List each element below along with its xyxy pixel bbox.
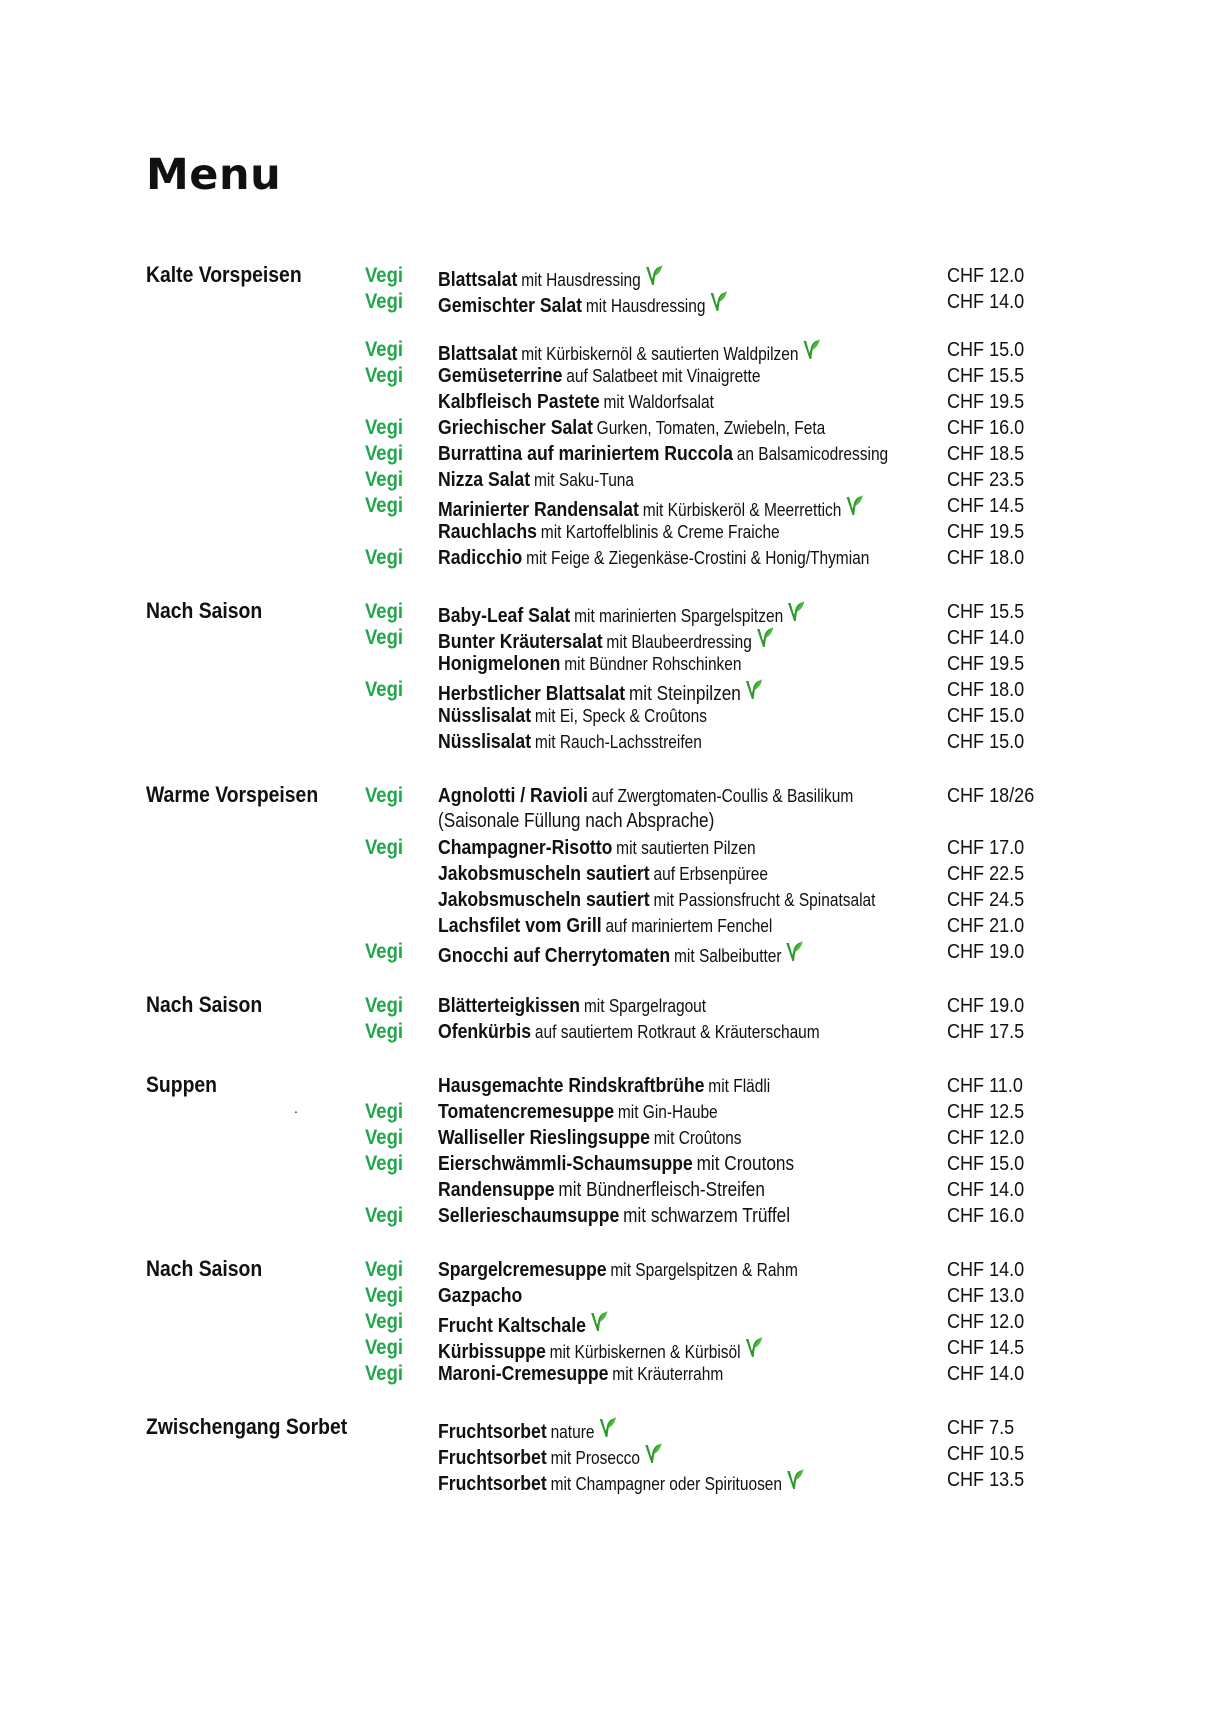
dish-description: mit Ei, Speck & Croûtons: [534, 706, 707, 726]
vegi-badge: Vegi: [365, 1020, 404, 1043]
dish-name: Tomatencremesuppe: [438, 1100, 615, 1123]
dish-text: [438, 1284, 522, 1308]
dish-description: mit Spargelspitzen & Rahm: [610, 1260, 798, 1280]
menu-item: [146, 1440, 1106, 1469]
dish-name: Jakobsmuscheln sautiert: [438, 888, 650, 911]
dish-price: CHF 21.0: [947, 914, 1025, 937]
vegi-badge: Vegi: [365, 994, 404, 1017]
dish-price: CHF 11.0: [947, 1074, 1023, 1097]
vegi-badge: Vegi: [365, 338, 404, 361]
dish-text: [438, 442, 888, 466]
dish-description: mit Croûtons: [653, 1128, 742, 1148]
dish-name: Blätterteigkissen: [438, 994, 581, 1017]
menu-item: [146, 1308, 1106, 1337]
dish-description: mit Steinpilzen: [628, 683, 741, 705]
dish-description: mit Bündner Rohschinken: [564, 654, 742, 674]
dish-text: [438, 1204, 790, 1228]
dish-name: Gazpacho: [438, 1284, 523, 1307]
dish-price: CHF 14.5: [947, 494, 1025, 517]
dish-price: CHF 17.0: [947, 836, 1025, 859]
dish-description: auf mariniertem Fenchel: [605, 916, 773, 936]
dish-text: [438, 1468, 804, 1496]
dish-name: Agnolotti / Ravioli: [438, 784, 588, 807]
menu-item: [146, 492, 1106, 521]
vegi-badge: Vegi: [365, 1284, 404, 1307]
dish-name: Rauchlachs: [438, 520, 537, 543]
dish-text: [438, 1178, 765, 1202]
dish-name: Baby-Leaf Salat: [438, 604, 571, 627]
menu-item: [146, 650, 1106, 676]
section-spacer: [146, 754, 1106, 782]
menu-item: [146, 1018, 1106, 1044]
category-label: Nach Saison: [146, 598, 263, 623]
dish-price: CHF 19.5: [947, 520, 1025, 543]
menu-item: [146, 886, 1106, 912]
category-label: Nach Saison: [146, 992, 263, 1017]
dish-description: auf Zwergtomaten-Coullis & Basilikum: [591, 786, 854, 806]
menu-item-note: [146, 808, 1106, 834]
dish-name: Burrattina auf mariniertem Ruccola: [438, 442, 733, 465]
section-spacer: [146, 1386, 1106, 1414]
vegi-badge: Vegi: [365, 1258, 404, 1281]
menu-item: [146, 1098, 1106, 1124]
section-spacer: [146, 570, 1106, 598]
dish-text: [438, 810, 714, 833]
dish-name: Kürbissuppe: [438, 1340, 546, 1363]
dish-price: CHF 12.0: [947, 1310, 1025, 1333]
menu-item: [146, 518, 1106, 544]
vegi-badge: Vegi: [365, 600, 404, 623]
dish-price: CHF 12.0: [947, 1126, 1025, 1149]
leaf-v-icon: [787, 600, 806, 624]
menu-item: [146, 440, 1106, 466]
dish-price: CHF 14.0: [947, 1362, 1025, 1385]
menu-item: [146, 1466, 1106, 1495]
menu-item: [146, 1334, 1106, 1363]
dish-price: CHF 19.0: [947, 940, 1025, 963]
dish-name: Blattsalat: [438, 342, 518, 365]
dish-description: mit Kräuterrahm: [612, 1364, 724, 1384]
menu-item: [146, 834, 1106, 860]
leaf-v-icon: [744, 1336, 763, 1360]
dish-price: CHF 18.0: [947, 546, 1025, 569]
menu-item: [146, 702, 1106, 728]
section-spacer: [146, 1044, 1106, 1072]
category-label: Suppen: [146, 1072, 217, 1097]
vegi-badge: Vegi: [365, 836, 404, 859]
vegi-badge: Vegi: [365, 1126, 404, 1149]
vegi-badge: Vegi: [365, 1204, 404, 1227]
vegi-badge: Vegi: [365, 364, 404, 387]
menu-item: [146, 362, 1106, 388]
dish-name: Nüsslisalat: [438, 704, 532, 727]
dish-name: Eierschwämmli-Schaumsuppe: [438, 1152, 693, 1175]
stray-dot: .: [294, 1100, 298, 1116]
leaf-v-icon: [785, 940, 804, 964]
dish-description: nature: [550, 1422, 595, 1442]
dish-name: Randensuppe: [438, 1178, 555, 1201]
menu-item: [146, 262, 1106, 291]
dish-text: [438, 1152, 794, 1176]
menu-item: [146, 1176, 1106, 1202]
vegi-badge: Vegi: [365, 494, 404, 517]
dish-description: mit Champagner oder Spirituosen: [550, 1474, 783, 1494]
dish-text: [438, 888, 875, 912]
dish-description: Gurken, Tomaten, Zwiebeln, Feta: [596, 418, 826, 438]
dish-description: mit Salbeibutter: [674, 946, 782, 966]
vegi-badge: Vegi: [365, 1362, 404, 1385]
dish-text: [438, 1362, 723, 1386]
menu-list: [146, 262, 1106, 1495]
vegi-badge: Vegi: [365, 546, 404, 569]
menu-item: [146, 466, 1106, 492]
menu-item: [146, 782, 1106, 808]
dish-description: mit Waldorfsalat: [603, 392, 714, 412]
dish-price: CHF 18/26: [947, 784, 1035, 807]
dish-price: CHF 16.0: [947, 1204, 1025, 1227]
dish-price: CHF 15.0: [947, 1152, 1025, 1175]
dish-name: Gnocchi auf Cherrytomaten: [438, 944, 671, 967]
dish-description: mit schwarzem Trüffel: [623, 1205, 791, 1227]
dish-price: CHF 23.5: [947, 468, 1025, 491]
dish-note: (Saisonale Füllung nach Absprache): [438, 810, 715, 832]
dish-price: CHF 22.5: [947, 862, 1025, 885]
dish-text: [438, 730, 702, 754]
menu-item: [146, 1414, 1106, 1443]
vegi-badge: Vegi: [365, 1336, 404, 1359]
dish-name: Marinierter Randensalat: [438, 498, 639, 521]
dish-price: CHF 15.0: [947, 338, 1025, 361]
vegi-badge: Vegi: [365, 1310, 404, 1333]
dish-name: Nüsslisalat: [438, 730, 532, 753]
section-spacer: [146, 964, 1106, 992]
dish-price: CHF 19.5: [947, 390, 1025, 413]
dish-name: Walliseller Rieslingsuppe: [438, 1126, 650, 1149]
dish-description: mit Passionsfrucht & Spinatsalat: [653, 890, 876, 910]
dish-description: mit Croutons: [696, 1153, 795, 1175]
dish-description: an Balsamicodressing: [736, 444, 889, 464]
dish-description: mit Blaubeerdressing: [606, 632, 752, 652]
dish-name: Kalbfleisch Pastete: [438, 390, 600, 413]
menu-item: [146, 912, 1106, 938]
leaf-v-icon: [589, 1310, 608, 1334]
menu-item: [146, 624, 1106, 653]
menu-item: [146, 1150, 1106, 1176]
dish-name: Jakobsmuscheln sautiert: [438, 862, 650, 885]
menu-item: [146, 1360, 1106, 1386]
category-label: Nach Saison: [146, 1256, 263, 1281]
vegi-badge: Vegi: [365, 784, 404, 807]
dish-description: mit Kürbiskernöl & sautierten Waldpilzen: [521, 344, 799, 364]
vegi-badge: Vegi: [365, 1100, 404, 1123]
leaf-v-icon: [845, 494, 864, 518]
menu-item: [146, 992, 1106, 1018]
dish-text: [438, 994, 706, 1018]
dish-name: Sellerieschaumsuppe: [438, 1204, 620, 1227]
dish-price: CHF 19.0: [947, 994, 1025, 1017]
dish-price: CHF 15.0: [947, 730, 1025, 753]
dish-text: [438, 290, 728, 318]
dish-text: [438, 390, 714, 414]
dish-description: mit sautierten Pilzen: [616, 838, 756, 858]
dish-description: mit Rauch-Lachsstreifen: [534, 732, 702, 752]
dish-price: CHF 14.5: [947, 1336, 1025, 1359]
dish-price: CHF 18.5: [947, 442, 1025, 465]
category-label: Kalte Vorspeisen: [146, 262, 302, 287]
dish-name: Gemischter Salat: [438, 294, 583, 317]
menu-item: [146, 544, 1106, 570]
dish-price: CHF 15.5: [947, 600, 1025, 623]
dish-description: auf Salatbeet mit Vinaigrette: [566, 366, 761, 386]
dish-price: CHF 15.0: [947, 704, 1025, 727]
menu-item: [146, 388, 1106, 414]
dish-description: mit Feige & Ziegenkäse-Crostini & Honig/Thymian: [526, 548, 870, 568]
dish-name: Frucht Kaltschale: [438, 1314, 586, 1337]
menu-item: [146, 860, 1106, 886]
dish-price: CHF 12.5: [947, 1100, 1025, 1123]
vegi-badge: Vegi: [365, 442, 404, 465]
leaf-v-icon: [755, 626, 774, 650]
dish-description: mit Saku-Tuna: [533, 470, 635, 490]
dish-price: CHF 7.5: [947, 1416, 1015, 1439]
menu-item: [146, 288, 1106, 317]
dish-price: CHF 14.0: [947, 1258, 1025, 1281]
dish-name: Ofenkürbis: [438, 1020, 532, 1043]
leaf-v-icon: [802, 338, 821, 362]
dish-price: CHF 16.0: [947, 416, 1025, 439]
leaf-v-icon: [709, 290, 728, 314]
dish-name: Fruchtsorbet: [438, 1472, 547, 1495]
leaf-v-icon: [598, 1416, 617, 1440]
dish-price: CHF 15.5: [947, 364, 1025, 387]
dish-name: Lachsfilet vom Grill: [438, 914, 602, 937]
dish-name: Gemüseterrine: [438, 364, 563, 387]
dish-price: CHF 13.0: [947, 1284, 1025, 1307]
dish-description: auf sautiertem Rotkraut & Kräuterschaum: [534, 1022, 820, 1042]
menu-item: [146, 336, 1106, 365]
menu-item: [146, 414, 1106, 440]
vegi-badge: Vegi: [365, 940, 404, 963]
menu-item: [146, 676, 1106, 705]
dish-price: CHF 12.0: [947, 264, 1025, 287]
dish-name: Nizza Salat: [438, 468, 531, 491]
leaf-v-icon: [785, 1468, 804, 1492]
menu-item: [146, 1072, 1106, 1098]
dish-text: [438, 546, 869, 570]
leaf-v-icon: [644, 264, 663, 288]
dish-price: CHF 18.0: [947, 678, 1025, 701]
dish-description: mit Flädli: [708, 1076, 771, 1096]
dish-text: [438, 468, 634, 492]
leaf-v-icon: [643, 1442, 662, 1466]
vegi-badge: Vegi: [365, 468, 404, 491]
section-spacer: [146, 1228, 1106, 1256]
dish-text: [438, 1126, 742, 1150]
dish-text: [438, 1100, 718, 1124]
menu-item: [146, 1282, 1106, 1308]
dish-price: CHF 14.0: [947, 290, 1025, 313]
dish-name: Herbstlicher Blattsalat: [438, 682, 626, 705]
dish-text: [438, 784, 853, 808]
dish-description: mit Hausdressing: [521, 270, 641, 290]
dish-text: [438, 364, 760, 388]
dish-text: [438, 704, 707, 728]
dish-text: [438, 836, 756, 860]
vegi-badge: Vegi: [365, 678, 404, 701]
dish-name: Bunter Kräutersalat: [438, 630, 603, 653]
dish-description: auf Erbsenpüree: [653, 864, 768, 884]
category-label: Warme Vorspeisen: [146, 782, 319, 807]
dish-description: mit Spargelragout: [583, 996, 707, 1016]
dish-price: CHF 10.5: [947, 1442, 1025, 1465]
dish-text: [438, 652, 742, 676]
dish-description: mit Hausdressing: [585, 296, 706, 316]
leaf-v-icon: [744, 678, 763, 702]
vegi-badge: Vegi: [365, 264, 404, 287]
dish-text: [438, 416, 825, 440]
dish-price: CHF 14.0: [947, 1178, 1025, 1201]
dish-price: CHF 19.5: [947, 652, 1025, 675]
vegi-badge: Vegi: [365, 626, 404, 649]
vegi-badge: Vegi: [365, 1152, 404, 1175]
dish-price: CHF 24.5: [947, 888, 1025, 911]
dish-description: mit Bündnerfleisch-Streifen: [558, 1179, 765, 1201]
dish-price: CHF 14.0: [947, 626, 1025, 649]
dish-text: [438, 940, 804, 968]
menu-item: [146, 1202, 1106, 1228]
dish-name: Maroni-Cremesuppe: [438, 1362, 609, 1385]
dish-price: CHF 13.5: [947, 1468, 1025, 1491]
dish-text: [438, 1258, 798, 1282]
vegi-badge: Vegi: [365, 290, 404, 313]
dish-name: Radicchio: [438, 546, 523, 569]
menu-item: [146, 1256, 1106, 1282]
dish-name: Hausgemachte Rindskraftbrühe: [438, 1074, 705, 1097]
dish-name: Honigmelonen: [438, 652, 561, 675]
dish-text: [438, 1074, 770, 1098]
menu-item: [146, 728, 1106, 754]
dish-description: mit Gin-Haube: [617, 1102, 718, 1122]
dish-text: [438, 1020, 820, 1044]
dish-name: Spargelcremesuppe: [438, 1258, 607, 1281]
dish-description: mit Prosecco: [550, 1448, 641, 1468]
dish-description: mit Kartoffelblinis & Creme Fraiche: [540, 522, 780, 542]
dish-text: [438, 862, 768, 886]
dish-name: Fruchtsorbet: [438, 1446, 547, 1469]
category-label: Zwischengang Sorbet: [146, 1414, 348, 1439]
page-title: Menu: [146, 150, 282, 200]
menu-item: [146, 938, 1106, 967]
dish-text: [438, 914, 772, 938]
menu-item: [146, 1124, 1106, 1150]
dish-name: Champagner-Risotto: [438, 836, 613, 859]
dish-name: Griechischer Salat: [438, 416, 593, 439]
menu-item: [146, 598, 1106, 627]
vegi-badge: Vegi: [365, 416, 404, 439]
dish-description: mit Kürbiskernen & Kürbisöl: [549, 1342, 741, 1362]
dish-price: CHF 17.5: [947, 1020, 1025, 1043]
dish-description: mit Kürbiskeröl & Meerrettich: [642, 500, 842, 520]
dish-description: mit marinierten Spargelspitzen: [574, 606, 784, 626]
dish-name: Blattsalat: [438, 268, 518, 291]
dish-name: Fruchtsorbet: [438, 1420, 547, 1443]
dish-text: [438, 520, 780, 544]
